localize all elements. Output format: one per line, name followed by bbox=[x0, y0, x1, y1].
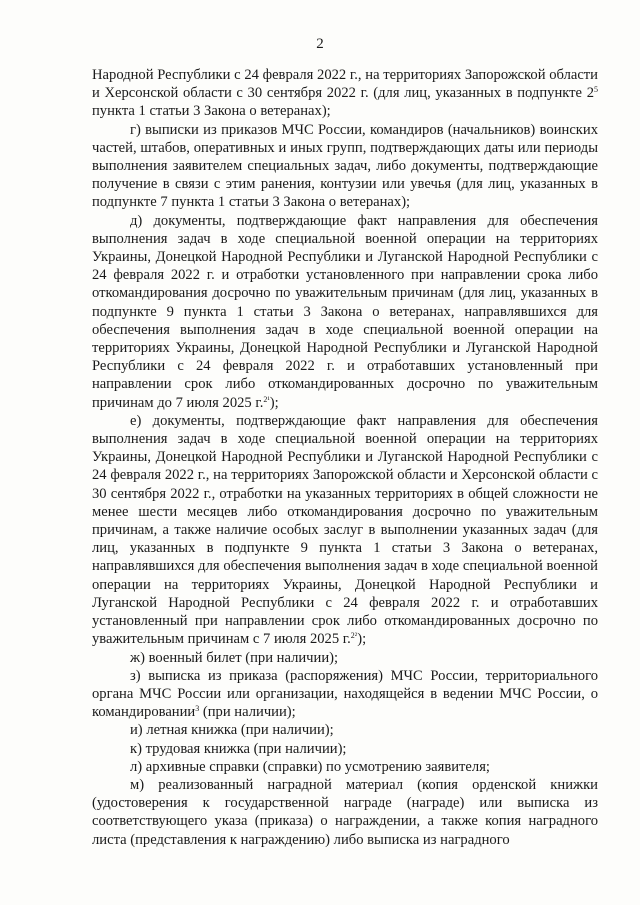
paragraph-item-i bbox=[92, 721, 598, 739]
paragraph-text: к) трудовая книжка (при наличии); bbox=[130, 740, 347, 757]
paragraph-text-end: ); bbox=[357, 631, 367, 648]
paragraph-item-k bbox=[92, 740, 598, 758]
paragraph-text: е) документы, подтверждающие факт направления для обеспечения выполнения задач в ходе специальной военной операции на территориях Украины, Донецкой Народной Республики и Луганской Народной Республики с 24 февраля 2022 г., на территориях Запорожской области и Херсонской области с 30 сентября 2022 г., отработки на указанных территориях в общей сложности не менее шести месяцев либо откомандирования досрочно по уважительным причинам, а также наличие особых заслуг в выполнении указанных задач (для лиц, указанных в подпункте 9 пункта 1 статьи 3 Закона о ветеранах, направлявшихся для обеспечения выполнения задач в ходе специальной военной операции на территориях Украины, Донецкой Народной Республики и Луганской Народной Республики с 24 февраля 2022 г. и отработавших установленный при направлении срок либо откомандированных досрочно по уважительным причинам с 7 июля 2025 г. bbox=[92, 412, 598, 648]
footnote-mark: 2² bbox=[350, 631, 358, 641]
paragraph-text-end: ); bbox=[269, 394, 279, 411]
paragraph-item-l bbox=[92, 758, 598, 776]
paragraph-item-zh bbox=[92, 649, 598, 667]
footnote-mark: 3 bbox=[195, 704, 200, 714]
paragraph-item-d bbox=[92, 212, 598, 412]
paragraph-text: з) выписка из приказа (распоряжения) МЧС России, территориального органа МЧС России или организации, находящейся в ведении МЧС России, о командировании bbox=[92, 667, 598, 721]
paragraph-text-end: пункта 1 статьи 3 Закона о ветеранах); bbox=[92, 103, 331, 120]
paragraph-item-e bbox=[92, 412, 598, 649]
page-number: 2 bbox=[316, 36, 324, 52]
paragraph-text: л) архивные справки (справки) по усмотрению заявителя; bbox=[130, 758, 490, 775]
paragraph-item-m bbox=[92, 776, 598, 849]
paragraph-text: д) документы, подтверждающие факт направления для обеспечения выполнения задач в ходе специальной военной операции на территориях Украины, Донецкой Народной Республики и Луганской Народной Республики с 24 февраля 2022 г. и отработки установленного при направлении срока либо откомандирования досрочно по уважительным причинам (для лиц, указанных в подпункте 9 пункта 1 статьи 3 Закона о ветеранах, направлявшихся для обеспечения выполнения задач в ходе специальной военной операции на территориях Украины, Донецкой Народной Республики и Луганской Народной Республики с 24 февраля 2022 г. и отработавших установленный при направлении срок либо откомандированных досрочно по уважительным причинам до 7 июля 2025 г. bbox=[92, 212, 598, 411]
paragraph-item-z bbox=[92, 667, 598, 722]
paragraph-item-g bbox=[92, 121, 598, 212]
paragraph-text: г) выписки из приказов МЧС России, командиров (начальников) воинских частей, штабов, оперативных и иных групп, подтверждающих даты или периоды выполнения заявителем специальных задач, либо документы, подтверждающие получение в связи с этим ранения, контузии или увечья (для лиц, указанных в подпункте 7 пункта 1 статьи 3 Закона о ветеранах); bbox=[92, 121, 598, 211]
document-body bbox=[92, 66, 598, 849]
paragraph-text: ж) военный билет (при наличии); bbox=[130, 649, 339, 666]
paragraph-text-end: (при наличии); bbox=[199, 704, 296, 721]
footnote-mark: 5 bbox=[594, 85, 598, 95]
paragraph-intro-continuation bbox=[92, 66, 598, 121]
paragraph-text: Народной Республики с 24 февраля 2022 г., на территориях Запорожской области и Херсонской области с 30 сентября 2022 г. (для лиц, указанных в подпункте 2 bbox=[92, 67, 598, 102]
footnote-mark: 2¹ bbox=[263, 394, 270, 404]
paragraph-text: м) реализованный наградной материал (копия орденской книжки (удостоверения к государственной награде (награде) или выписка из соответствующего указа (приказа) о награждении, а также копия наградного листа (представления к награждению) либо выписка из наградного bbox=[92, 776, 598, 848]
paragraph-text: и) летная книжка (при наличии); bbox=[130, 722, 334, 739]
